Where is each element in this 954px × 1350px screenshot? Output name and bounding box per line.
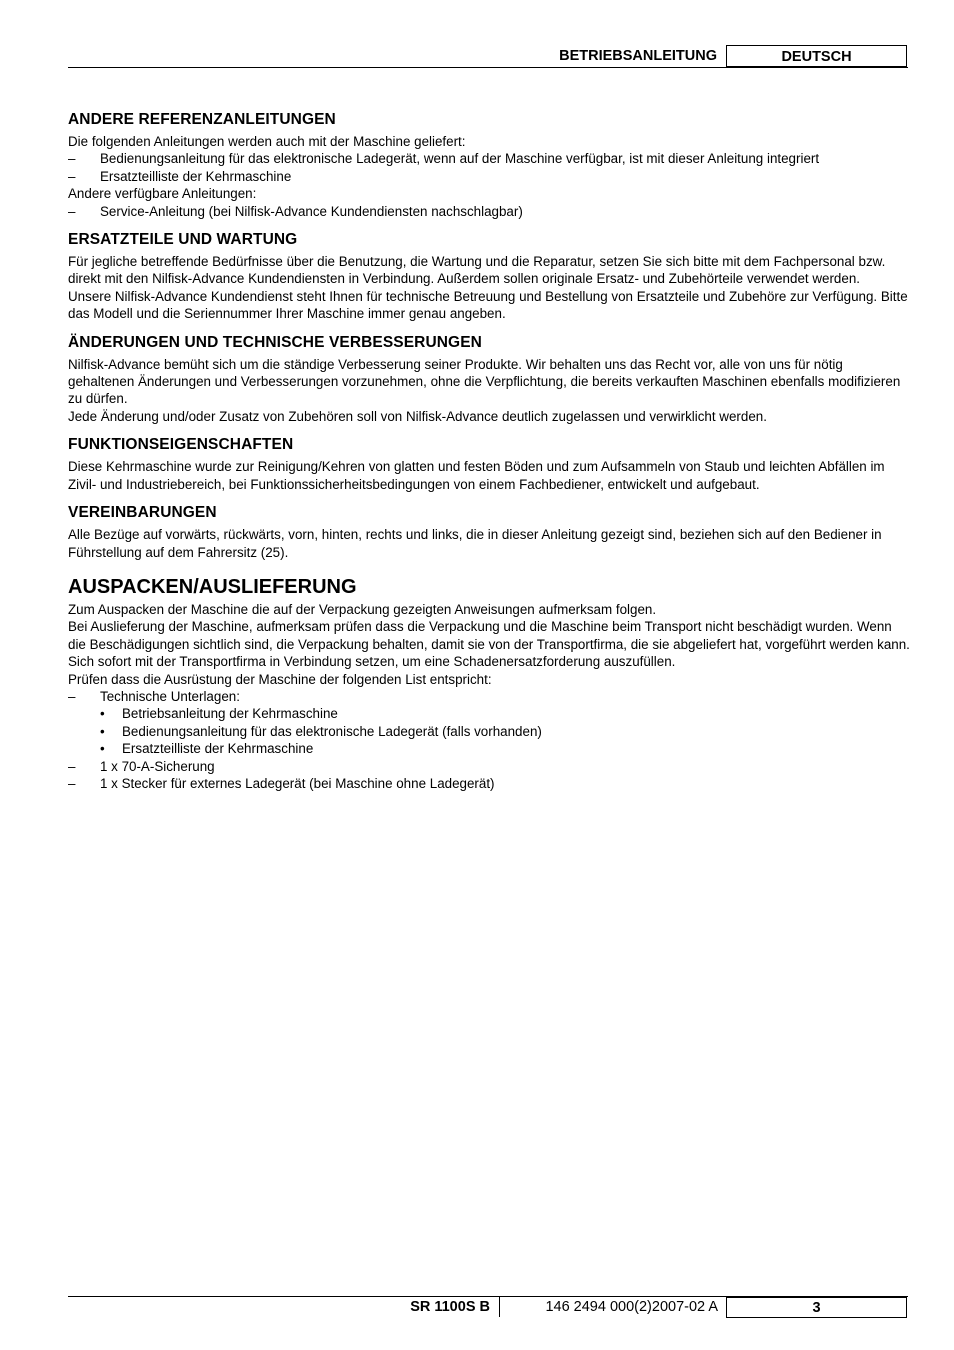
- section-title: FUNKTIONSEIGENSCHAFTEN: [68, 436, 294, 454]
- header-rule: [68, 67, 908, 68]
- list-item: – 1 x Stecker für externes Ladegerät (bei Maschine ohne Ladegerät): [68, 775, 910, 792]
- paragraph: Die folgenden Anleitungen werden auch mit der Maschine geliefert:: [68, 134, 466, 149]
- paragraph: Bei Auslieferung der Maschine, aufmerksam prüfen dass die Verpackung und die Maschine beim Transport nicht beschädigt wurden. Wenn die Beschädigungen sichtlich sind, die Verpackung behalten, damit sie von der Transportfirma, die sie abgeliefert hat, vorgeführt werden kann. Sich sofort mit der Transportfirma in Verbindung setzen, um eine Schadenersatzforderung auszufüllen.: [68, 619, 910, 670]
- equipment-list: [68, 688, 910, 792]
- paragraph: Jede Änderung und/oder Zusatz von Zubehören soll von Nilfisk-Advance deutlich zugelassen und verwirklicht werden.: [68, 408, 767, 424]
- section-unpacking: [68, 575, 910, 792]
- paragraph: Unsere Nilfisk-Advance Kundendienst steht Ihnen für technische Betreuung und Bestellung von Ersatzteile und Zubehöre zur Verfügung. Bitte das Modell und die Seriennummer Ihrer Maschine immer genau angeben.: [68, 288, 908, 322]
- paragraph: Diese Kehrmaschine wurde zur Reinigung/Kehren von glatten und festen Böden und zum Aufsammeln von Staub und leichten Abfällen im Zivil- und Industriebereich, bei Funktionssicherheitsbedingungen von einem Fachbediener, entwickelt und aufgebaut.: [68, 459, 885, 492]
- page-number: 3: [726, 1297, 907, 1318]
- document-number: 146 2494 000(2)2007-02 A: [545, 1299, 718, 1315]
- paragraph: Alle Bezüge auf vorwärts, rückwärts, vorn, hinten, rechts und links, die in dieser Anleitung gezeigt sind, beziehen sich auf den Bediener in Führstellung auf dem Fahrersitz (25).: [68, 527, 882, 560]
- paragraph: Für jegliche betreffende Bedürfnisse über die Benutzung, die Wartung und die Reparatur, setzen Sie sich bitte mit dem Fachpersonal bzw. direkt mit den Nilfisk-Advance Kundendiensten in Verbindung. Außerdem sollen originale Ersatz- und Zubehörteile verwendet werden.: [68, 254, 886, 287]
- list-item: – 1 x 70-A-Sicherung: [68, 758, 910, 775]
- language-box: DEUTSCH: [726, 45, 907, 67]
- model-name: SR 1100S B: [410, 1299, 490, 1315]
- list-item: – Service-Anleitung (bei Nilfisk-Advance Kundendiensten nachschlagbar): [68, 203, 910, 220]
- chapter-title: AUSPACKEN/AUSLIEFERUNG: [68, 575, 357, 598]
- section-title: ERSATZTEILE UND WARTUNG: [68, 231, 298, 249]
- section-reference-manuals: [68, 110, 910, 220]
- paragraph: Zum Auspacken der Maschine die auf der Verpackung gezeigten Anweisungen aufmerksam folgen.: [68, 601, 657, 617]
- page-content: [68, 110, 910, 802]
- paragraph: Nilfisk-Advance bemüht sich um die ständige Verbesserung seiner Produkte. Wir behalten uns das Recht vor, alle von uns für nötig gehaltenen Änderungen und Verbesserungen vorzunehmen, ohne die Verpflichtung, die bereits verkauften Maschinen ebenfalls modifizieren zu dürfen.: [68, 356, 901, 407]
- list: [68, 150, 910, 185]
- sub-list-item: • Bedienungsanleitung für das elektronische Ladegerät (falls vorhanden): [68, 723, 910, 740]
- manual-label: BETRIEBSANLEITUNG: [559, 48, 717, 64]
- list: [68, 203, 910, 220]
- sub-list-item: • Betriebsanleitung der Kehrmaschine: [68, 705, 910, 722]
- section-features: [68, 435, 910, 493]
- paragraph: Andere verfügbare Anleitungen:: [68, 186, 257, 202]
- section-title: ANDERE REFERENZANLEITUNGEN: [68, 111, 336, 128]
- list-item: – Technische Unterlagen:: [68, 688, 910, 705]
- section-changes: [68, 333, 910, 426]
- list-item: – Ersatzteilliste der Kehrmaschine: [68, 168, 910, 185]
- section-title: VEREINBARUNGEN: [68, 504, 217, 522]
- section-title: ÄNDERUNGEN UND TECHNISCHE VERBESSERUNGEN: [68, 333, 482, 351]
- paragraph: Prüfen dass die Ausrüstung der Maschine der folgenden List entspricht:: [68, 671, 492, 687]
- sub-list-item: • Ersatzteilliste der Kehrmaschine: [68, 740, 910, 757]
- section-spare-parts: [68, 230, 910, 323]
- section-conventions: [68, 503, 910, 561]
- list-item: – Bedienungsanleitung für das elektronische Ladegerät, wenn auf der Maschine verfügbar, ist mit dieser Anleitung integriert: [68, 150, 910, 167]
